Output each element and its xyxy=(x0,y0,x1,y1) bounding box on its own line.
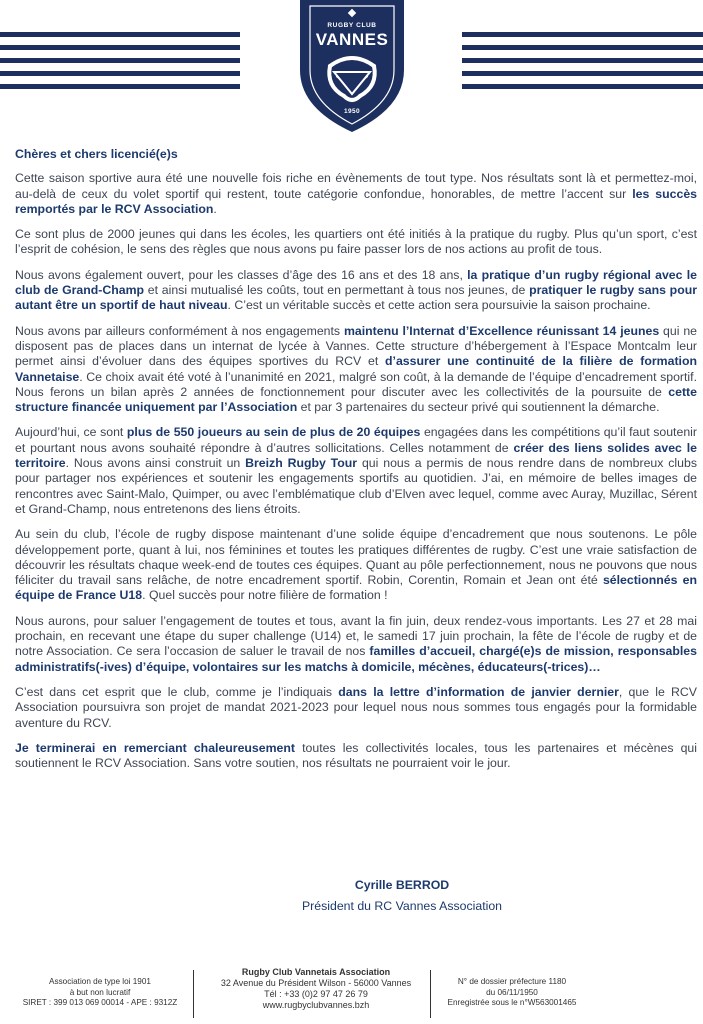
stripe xyxy=(462,45,703,50)
paragraph-text: qui ne disposent pas de places dans un internat de lycée à Vannes. Cette structure d’hébergement à l’Espace Montcalm leur permet ainsi d’évoluer dans des équipes sportives du RCV et xyxy=(15,323,698,369)
footer-line: N° de dossier préfecture 1180 xyxy=(457,977,567,986)
paragraph-text: . Quel succès pour notre filière de formation ! xyxy=(142,588,388,603)
paragraph-text: Nous aurons, pour saluer l’engagement de toutes et tous, avant la fin juin, deux rendez-vous importants. Les 27 et 28 mai prochain, en recevant une étape du super challenge (U14) et, le samedi 17 juin prochain, la fête de l’école de rugby et de notre Association. Ce sera l’occasion de saluer le travail de nos xyxy=(15,613,697,659)
letter-paragraph xyxy=(15,425,697,517)
logo-main-text: VANNES xyxy=(315,30,389,49)
emphasis-text: plus de 550 joueurs au sein de plus de 20 équipes xyxy=(126,425,421,440)
emphasis-text: la pratique d’un rugby régional avec le club de Grand-Champ xyxy=(15,267,697,298)
paragraph-text: qui nous a permis de nous rendre dans de nombreux clubs pour partager nos expériences et soutenir les engagements sportifs au quotidien. J’ai, en mémoire de belles images de rencontres avec Saint-Malo, Quimper, ou avec l’emblématique club d’Elven avec lequel, comme avec Auray, Muzillac, Sérent et Grand-Champ, nous entretenons des liens étroits. xyxy=(15,456,697,516)
paragraph-text: toutes les collectivités locales, tous les partenaires et mécènes qui soutiennent le RCV Association. Sans votre soutien, nos résultats ne pourraient voir le jour. xyxy=(15,740,697,771)
footer-line: du 06/11/1950 xyxy=(486,987,538,997)
footer-line: SIRET : 399 013 069 00014 - APE : 9312Z xyxy=(22,998,178,1007)
paragraph-text: engagées dans les compétitions qu’il faut soutenir et pourtant nous avons souhaité répondre à d’autres sollicitations. Celles notamment de xyxy=(15,425,697,455)
emphasis-text: dans la lettre d’information de janvier dernier xyxy=(338,684,619,699)
stripe xyxy=(0,32,240,37)
letter-paragraph xyxy=(15,614,697,675)
paragraph-text: et par 3 partenaires du secteur privé qui soutiennent la démarche. xyxy=(297,400,660,415)
paragraph-text: et ainsi mutualisé les coûts, tout en permettant à tous nos jeunes, de xyxy=(144,283,530,298)
letter-paragraph xyxy=(15,227,697,258)
footer xyxy=(0,960,703,1024)
footer-line: Enregistrée sous le n°W563001465 xyxy=(447,998,577,1007)
footer-registration xyxy=(432,977,592,1009)
emphasis-text: cette structure financée uniquement par l’Association xyxy=(15,384,697,415)
footer-phone: Tél : +33 (0)2 97 47 26 79 xyxy=(264,989,368,999)
footer-line: Association de type loi 1901 xyxy=(49,977,151,986)
greeting: Chères et chers licencié(e)s xyxy=(15,147,178,161)
stripe xyxy=(462,32,703,37)
paragraph-text: Au sein du club, l’école de rugby dispose maintenant d’une solide équipe d’encadrement que nous soutenons. Le pôle développement porte, quant à lui, nos féminines et toutes les pratiques différentes de rugby. C’est une vraie satisfaction de découvrir les résultats chaque week-end de toutes ces équipes. Quant au pôle perfectionnement, nous ne pouvons que nous féliciter du travail sans relâche, de notre encadrement sportif. Robin, Corentin, Romain et Jean ont été xyxy=(15,527,697,588)
footer-address: 32 Avenue du Président Wilson - 56000 Vannes xyxy=(220,978,412,988)
stripe xyxy=(462,71,703,76)
stripe xyxy=(0,84,240,89)
paragraph-text: Nous avons également ouvert, pour les classes d’âge des 16 ans et des 18 ans, xyxy=(15,267,468,282)
paragraph-text: Ce sont plus de 2000 jeunes qui dans les écoles, les quartiers ont été initiés à la pratique du rugby. Plus qu’un sport, c’est l’esprit de cohésion, le sens des règles que nous avons pu faire passer lors de nos actions au profit de tous. xyxy=(15,227,697,257)
paragraph-text: Nous avons par ailleurs conformément à nos engagements xyxy=(15,323,344,338)
paragraph-text: Cette saison sportive aura été une nouvelle fois riche en évènements de tout type. Nos résultats sont là et permettez-moi, au-delà de ceux du volet sportif qui restent, toute catégorie confondue, honorables, de mettre l’accent sur xyxy=(15,171,697,201)
emphasis-text: pratiquer le rugby sans pour autant être un sportif de haut niveau xyxy=(15,283,697,313)
footer-website[interactable]: www.rugbyclubvannes.bzh xyxy=(262,1000,370,1010)
paragraph-text: C’est dans cet esprit que le club, comme je l’indiquais xyxy=(15,684,339,699)
paragraph-text: . Nous avons ainsi construit un xyxy=(65,456,246,471)
paragraph-text: . Ce choix avait été voté à l’unanimité en 2021, malgré son coût, à la demande de l’équipe d’encadrement sportif. Nous ferons un bilan après 2 années de fonctionnement pour discuter avec les collectivités de la poursuite de xyxy=(15,369,697,399)
emphasis-text: familles d’accueil, chargé(e)s de mission, responsables administratifs(-ives) d’équipe, volontaires sur les matchs à domicile, mécènes, éducateurs(-trices)… xyxy=(15,644,697,674)
letter-paragraph xyxy=(15,685,697,731)
logo-top-text: RUGBY CLUB xyxy=(327,22,377,29)
stripe xyxy=(462,84,703,89)
paragraph-text: Aujourd’hui, ce sont xyxy=(15,425,127,440)
signature-name: Cyrille BERROD xyxy=(354,878,450,892)
stripe xyxy=(0,71,240,76)
paragraph-text: . C’est un véritable succès et cette action sera poursuivie la saison prochaine. xyxy=(227,298,651,313)
stripe xyxy=(0,45,240,50)
club-logo xyxy=(252,0,452,135)
footer-title: Rugby Club Vannetais Association xyxy=(241,967,391,977)
emphasis-text: créer des liens solides avec le territoire xyxy=(15,440,697,471)
letter-paragraph xyxy=(15,741,697,772)
emphasis-text: maintenu l’Internat d’Excellence réunissant 14 jeunes xyxy=(343,323,660,338)
paragraph-text: . xyxy=(213,201,217,216)
letter-body xyxy=(15,147,697,781)
letter-paragraph xyxy=(15,268,697,314)
emphasis-text: Je terminerai en remerciant chaleureusement xyxy=(15,740,295,755)
emphasis-text: d’assurer une continuité de la filière de formation Vannetaise xyxy=(15,354,697,384)
emphasis-text: sélectionnés en équipe de France U18 xyxy=(15,573,698,603)
letter-paragraph xyxy=(15,171,697,217)
emphasis-text: les succès remportés par le RCV Association xyxy=(15,186,697,216)
paragraph-text: , que le RCV Association poursuivra son projet de mandat 2021-2023 pour lequel nous nous sommes tous engagés pour la formidable aventure du RCV. xyxy=(15,684,697,730)
stripe xyxy=(462,58,703,63)
footer-contact xyxy=(196,967,436,1011)
footer-line: à but non lucratif xyxy=(69,987,131,997)
letter-paragraph xyxy=(15,527,697,603)
emphasis-text: Breizh Rugby Tour xyxy=(245,456,358,471)
letter-paragraph xyxy=(15,324,697,416)
paragraphs xyxy=(15,171,697,771)
footer-divider xyxy=(193,970,194,1018)
logo-year: 1950 xyxy=(343,108,361,115)
letterhead xyxy=(0,0,703,140)
stripe xyxy=(0,58,240,63)
footer-legal xyxy=(10,977,190,1009)
footer-divider xyxy=(430,970,431,1018)
signature-role: Président du RC Vannes Association xyxy=(301,899,503,913)
